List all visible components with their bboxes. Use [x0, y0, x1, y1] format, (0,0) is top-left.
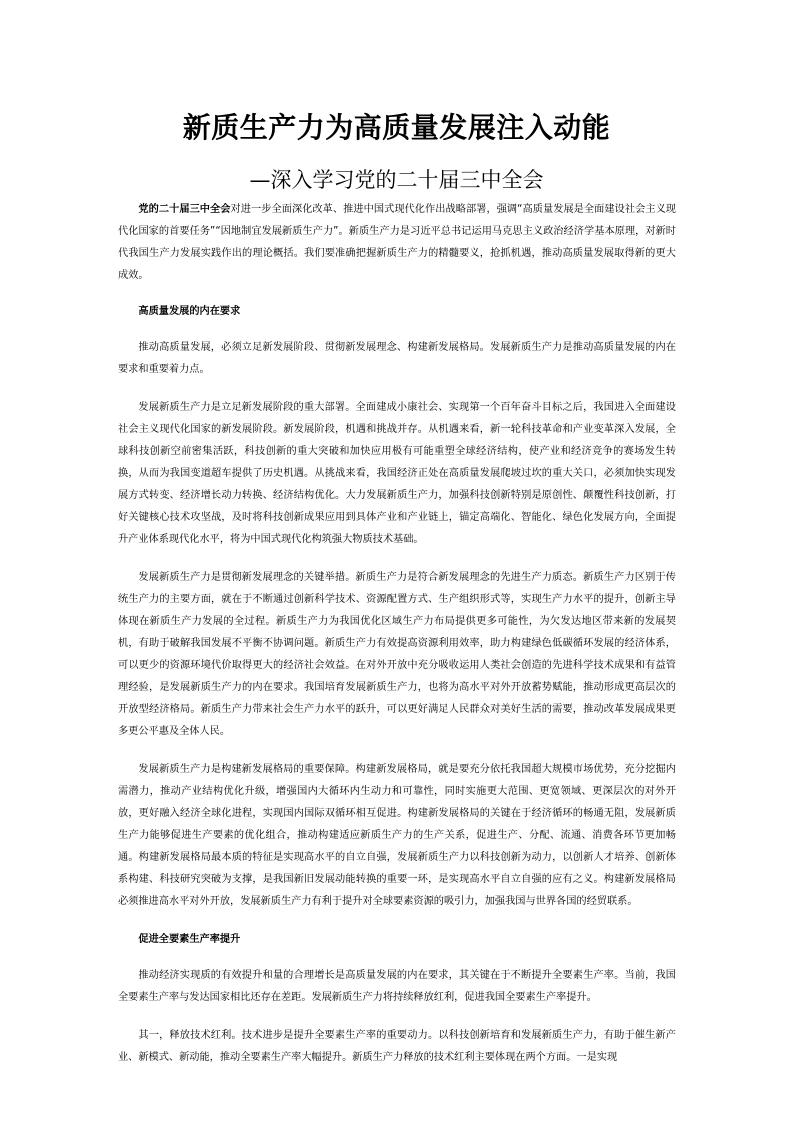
section2-paragraph-1: 推动经济实现质的有效提升和量的合理增长是高质量发展的内在要求，其关键在于不断提升全要素生产率。当前，我国全要素生产率与发达国家相比还存在差距。发展新质生产力将持续释放红利，促进我国全要素生产率提升。: [118, 970, 676, 1003]
section-heading-1: 高质量发展的内在要求: [138, 306, 241, 317]
intro-lead: 党的二十届三中全会: [138, 204, 231, 215]
intro-text: 对进一步全面深化改革、推进中国式现代化作出战略部署，强调“高质量发展是全面建设社会主义现代化国家的首要任务”“因地制宜发展新质生产力”。新质生产力是习近平总书记运用马克思主义政治经济学基本原理，对新时代我国生产力发展实践作出的理论概括。我们要准确把握新质生产力的精髓要义，抢抓机遇，推动高质量发展取得新的更大成效。: [118, 204, 676, 281]
section-heading-2: 促进全要素生产率提升: [138, 934, 241, 945]
intro-paragraph: [118, 199, 676, 287]
section1-paragraph-3: 发展新质生产力是贯彻新发展理念的关键举措。新质生产力是符合新发展理念的先进生产力质态。新质生产力区别于传统生产力的主要方面，就在于不断通过创新科学技术、资源配置方式、生产组织形式等，实现生产力水平的提升，创新主导体现在新质生产力发展的全过程。新质生产力为我国优化区域生产力布局提供更多可能性，为欠发达地区带来新的发展契机，有助于破解我国发展不平衡不协调问题。新质生产力有效提高资源利用效率，助力构建绿色低碳循环发展的经济体系，可以更少的资源环境代价取得更大的经济社会效益。在对外开放中充分吸收运用人类社会创造的先进科学技术成果和有益管理经验，是发展新质生产力的内在要求。我国培育发展新质生产力，也将为高水平对外开放蓄势赋能，推动形成更高层次的开放型经济格局。新质生产力带来社会生产力水平的跃升，可以更好满足人民群众对美好生活的需要，推动改革发展成果更多更公平惠及全体人民。: [118, 572, 676, 737]
section1-paragraph-1: 推动高质量发展，必须立足新发展阶段、贯彻新发展理念、构建新发展格局。发展新质生产力是推动高质量发展的内在要求和重要着力点。: [118, 342, 676, 375]
document-body: [118, 199, 676, 1085]
document-title: 新质生产力为高质量发展注入动能: [182, 111, 611, 144]
document-subtitle: —深入学习党的二十届三中全会: [249, 168, 544, 192]
section2-paragraph-2: 其一，释放技术红利。技术进步是提升全要素生产率的重要动力。以科技创新培育和发展新质生产力，有助于催生新产业、新模式、新动能，推动全要素生产率大幅提升。新质生产力释放的技术红利主要体现在两个方面。一是实现: [118, 1030, 676, 1063]
section1-paragraph-4: 发展新质生产力是构建新发展格局的重要保障。构建新发展格局，就是要充分依托我国超大规模市场优势，充分挖掘内需潜力，推动产业结构优化升级，增强国内大循环内生动力和可靠性，同时实施更大范围、更宽领域、更深层次的对外开放，更好融入经济全球化进程，实现国内国际双循环相互促进。构建新发展格局的关键在于经济循环的畅通无阻，发展新质生产力能够促进生产要素的优化组合，推动构建适应新质生产力的生产关系，促进生产、分配、流通、消费各环节更加畅通。构建新发展格局最本质的特征是实现高水平的自立自强，发展新质生产力以科技创新为动力，以创新人才培养、创新体系构建、科技研究突破为支撑，是我国新旧发展动能转换的重要一环，是实现高水平自立自强的应有之义。构建新发展格局必须推进高水平对外开放，发展新质生产力有利于提升对全球要素资源的吸引力，加强我国与世界各国的经贸联系。: [118, 764, 676, 907]
section1-paragraph-2: 发展新质生产力是立足新发展阶段的重大部署。全面建成小康社会、实现第一个百年奋斗目标之后，我国进入全面建设社会主义现代化国家的新发展阶段。新发展阶段，机遇和挑战并存。从机遇来看，新一轮科技革命和产业变革深入发展，全球科技创新空前密集活跃，科技创新的重大突破和加快应用极有可能重塑全球经济结构，使产业和经济竞争的赛场发生转换，从而为我国变道超车提供了历史机遇。从挑战来看，我国经济正处在高质量发展爬坡过坎的重大关口，必须加快实现发展方式转变、经济增长动力转换、经济结构优化。大力发展新质生产力，加强科技创新特别是原创性、颠覆性科技创新，打好关键核心技术攻坚战，及时将科技创新成果应用到具体产业和产业链上，锚定高端化、智能化、绿色化发展方向，全面提升产业体系现代化水平，将为中国式现代化构筑强大物质技术基础。: [118, 402, 676, 545]
